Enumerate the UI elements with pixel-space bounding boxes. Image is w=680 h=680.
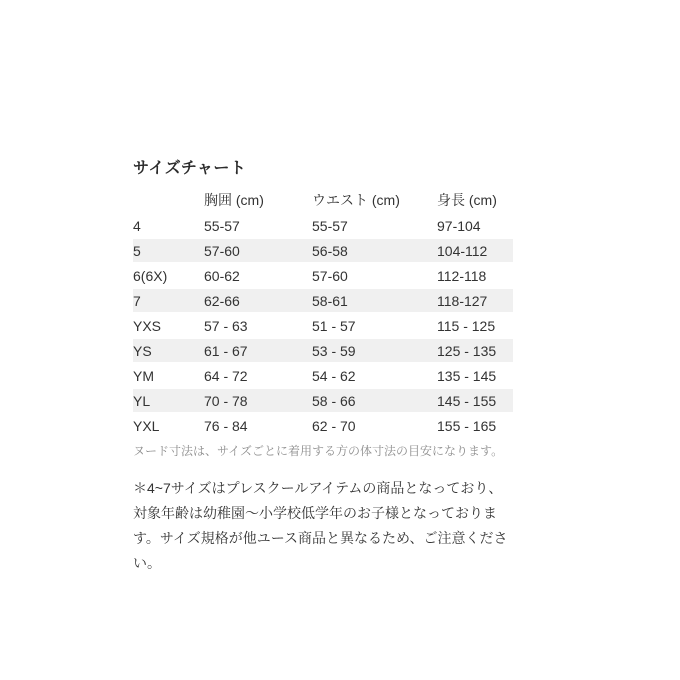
waist-cell: 51 - 57 <box>312 313 437 338</box>
chest-cell: 55-57 <box>204 214 312 238</box>
table-row <box>133 413 513 438</box>
chest-cell: 76 - 84 <box>204 413 312 438</box>
chest-cell: 61 - 67 <box>204 338 312 363</box>
size-chart-title: サイズチャート <box>133 160 247 177</box>
chest-cell: 70 - 78 <box>204 388 312 413</box>
size-cell: YL <box>133 388 204 413</box>
column-header-size <box>133 188 204 214</box>
chest-cell: 64 - 72 <box>204 363 312 388</box>
height-cell: 115 - 125 <box>437 313 513 338</box>
table-row <box>133 288 513 313</box>
height-cell: 118-127 <box>437 288 513 313</box>
table-row <box>133 363 513 388</box>
waist-cell: 53 - 59 <box>312 338 437 363</box>
height-cell: 155 - 165 <box>437 413 513 438</box>
chest-cell: 60-62 <box>204 263 312 288</box>
header-row <box>133 188 513 214</box>
height-cell: 135 - 145 <box>437 363 513 388</box>
table-row <box>133 238 513 263</box>
chest-cell: 57-60 <box>204 238 312 263</box>
table-row <box>133 214 513 238</box>
size-cell: YXL <box>133 413 204 438</box>
waist-cell: 54 - 62 <box>312 363 437 388</box>
size-chart-section <box>133 155 513 576</box>
size-cell: YM <box>133 363 204 388</box>
waist-cell: 56-58 <box>312 238 437 263</box>
column-header-chest: 胸囲 (cm) <box>204 192 264 208</box>
column-header-waist: ウエスト (cm) <box>312 192 400 208</box>
size-cell: 7 <box>133 288 204 313</box>
height-cell: 145 - 155 <box>437 388 513 413</box>
preschool-size-note: ＊4~7サイズはプレスクールアイテムの商品となっており、対象年齢は幼稚園～小学校低学年のお子様となっております。サイズ規格が他ユース商品と異なるため、ご注意ください。 <box>133 480 508 571</box>
height-cell: 104-112 <box>437 238 513 263</box>
height-cell: 112-118 <box>437 263 513 288</box>
column-header-height: 身長 (cm) <box>437 192 497 208</box>
chest-cell: 57 - 63 <box>204 313 312 338</box>
waist-cell: 58-61 <box>312 288 437 313</box>
size-cell: 5 <box>133 238 204 263</box>
table-row <box>133 388 513 413</box>
waist-cell: 57-60 <box>312 263 437 288</box>
table-row <box>133 263 513 288</box>
table-row <box>133 313 513 338</box>
size-cell: YXS <box>133 313 204 338</box>
height-cell: 125 - 135 <box>437 338 513 363</box>
nude-size-footnote: ヌード寸法は、サイズごとに着用する方の体寸法の目安になります。 <box>133 444 504 458</box>
size-cell: YS <box>133 338 204 363</box>
waist-cell: 62 - 70 <box>312 413 437 438</box>
waist-cell: 55-57 <box>312 214 437 238</box>
table-row <box>133 338 513 363</box>
height-cell: 97-104 <box>437 214 513 238</box>
waist-cell: 58 - 66 <box>312 388 437 413</box>
size-cell: 4 <box>133 214 204 238</box>
chest-cell: 62-66 <box>204 288 312 313</box>
size-chart-table <box>133 188 513 439</box>
size-cell: 6(6X) <box>133 263 204 288</box>
